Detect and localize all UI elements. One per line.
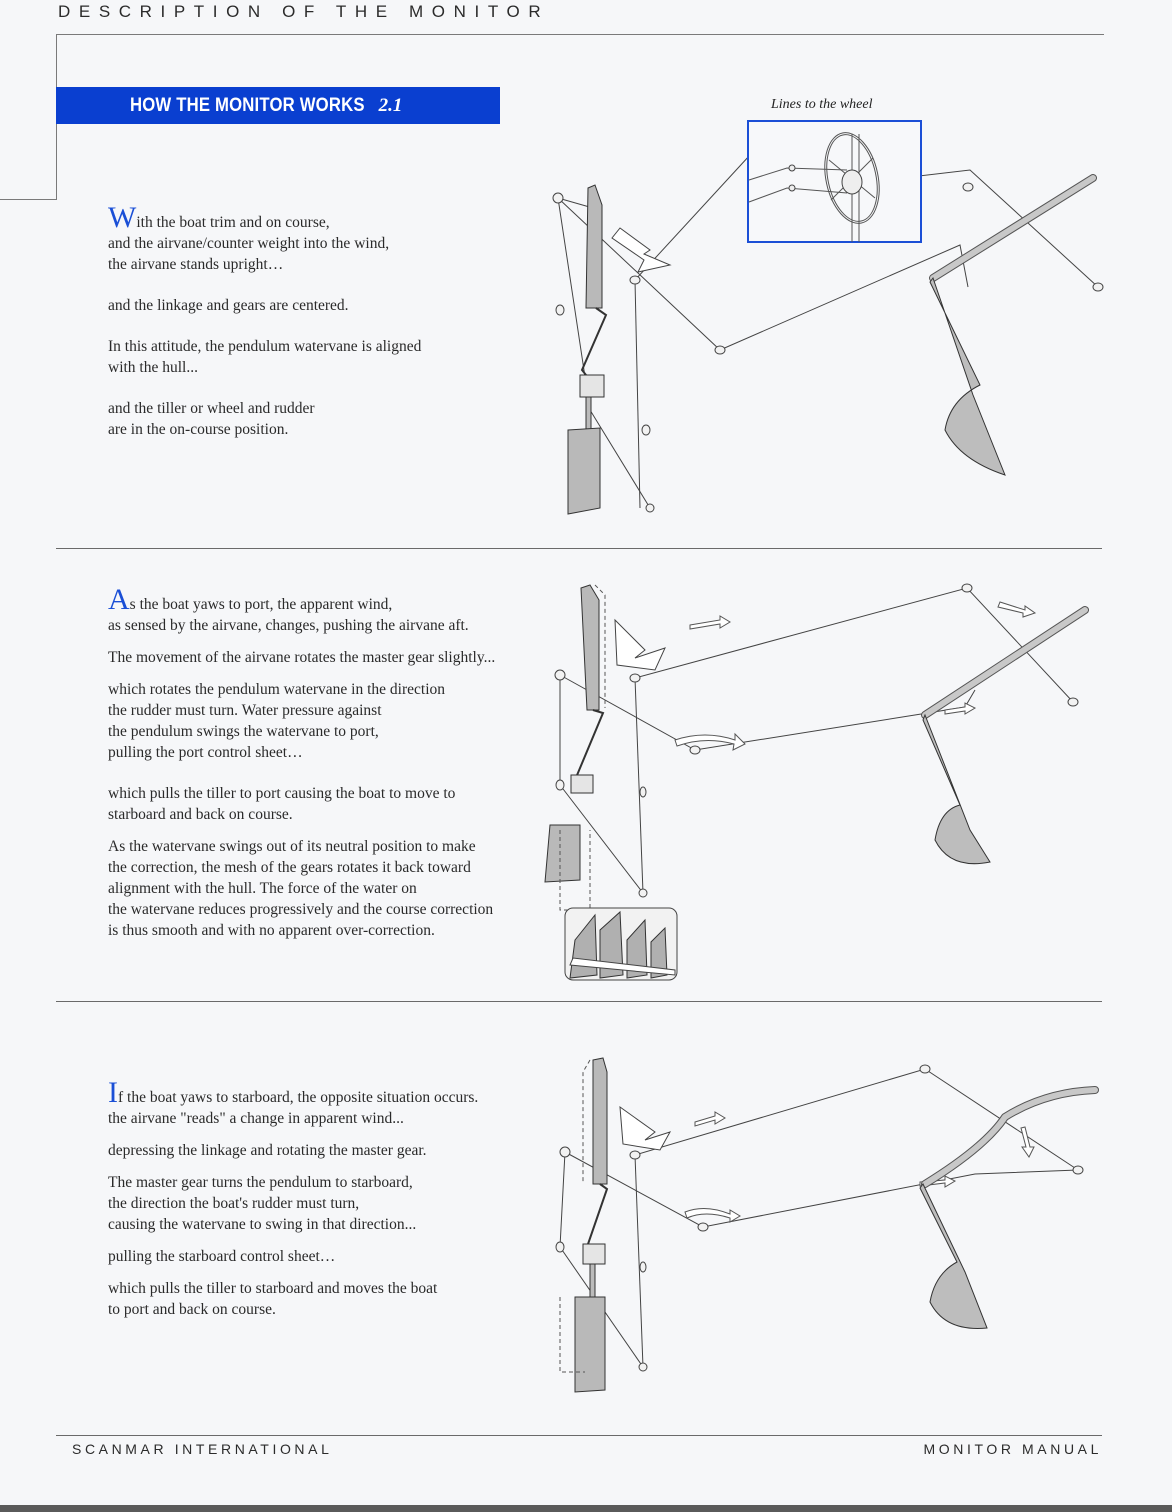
section-title: HOW THE MONITOR WORKS bbox=[130, 94, 365, 116]
section-3-text bbox=[108, 1076, 538, 1331]
section-divider bbox=[56, 1001, 1102, 1002]
footer-rule bbox=[56, 1435, 1102, 1436]
paragraph: The movement of the airvane rotates the master gear slightly... bbox=[108, 649, 496, 666]
paragraph: With the boat trim and on course, and the airvane/counter weight into the wind, the airvane stands upright… bbox=[108, 201, 390, 273]
dropcap: I bbox=[108, 1076, 118, 1109]
footer-manual-title: MONITOR MANUAL bbox=[923, 1441, 1102, 1457]
paragraph: and the linkage and gears are centered. bbox=[108, 297, 349, 314]
diagram-yaw-to-port bbox=[535, 580, 1115, 990]
paragraph: As the boat yaws to port, the apparent wind, as sensed by the airvane, changes, pushing the airvane aft. bbox=[108, 583, 469, 634]
paragraph: If the boat yaws to starboard, the opposite situation occurs. the airvane "reads" a change in apparent wind... bbox=[108, 1076, 479, 1127]
paragraph: which pulls the tiller to port causing the boat to move to starboard and back on course. bbox=[108, 785, 456, 823]
inset-caption: Lines to the wheel bbox=[771, 97, 873, 112]
section-1-text bbox=[108, 201, 508, 451]
section-2-text bbox=[108, 583, 548, 952]
diagram-yaw-to-starboard bbox=[535, 1052, 1115, 1412]
dropcap: W bbox=[108, 201, 137, 234]
paragraph: which pulls the tiller to starboard and moves the boat to port and back on course. bbox=[108, 1280, 438, 1318]
frame-rule-corner bbox=[0, 199, 57, 200]
paragraph: In this attitude, the pendulum watervane is aligned with the hull... bbox=[108, 338, 422, 376]
dropcap: A bbox=[108, 583, 130, 616]
section-number: 2.1 bbox=[378, 94, 403, 116]
running-head: DESCRIPTION OF THE MONITOR bbox=[58, 2, 550, 21]
page-edge bbox=[0, 1505, 1172, 1512]
paragraph: and the tiller or wheel and rudder are in the on-course position. bbox=[108, 400, 315, 438]
section-divider bbox=[56, 548, 1102, 549]
paragraph: pulling the starboard control sheet… bbox=[108, 1248, 336, 1265]
wheel-inset bbox=[747, 120, 923, 244]
paragraph: As the watervane swings out of its neutral position to make the correction, the mesh of the gears rotates it back toward alignment with the hull. The force of the water on the watervane reduces progressively and the course correction is thus smooth and with no apparent over-correction. bbox=[108, 838, 494, 939]
section-banner bbox=[56, 87, 500, 124]
paragraph: The master gear turns the pendulum to starboard, the direction the boat's rudder must turn, causing the watervane to swing in that direction... bbox=[108, 1174, 417, 1233]
paragraph: depressing the linkage and rotating the master gear. bbox=[108, 1142, 427, 1159]
paragraph: which rotates the pendulum watervane in the direction the rudder must turn. Water pressure against the pendulum swings the watervane to port, pulling the port control sheet… bbox=[108, 681, 446, 761]
footer-publisher: SCANMAR INTERNATIONAL bbox=[72, 1441, 333, 1457]
frame-rule-top bbox=[56, 34, 1104, 35]
